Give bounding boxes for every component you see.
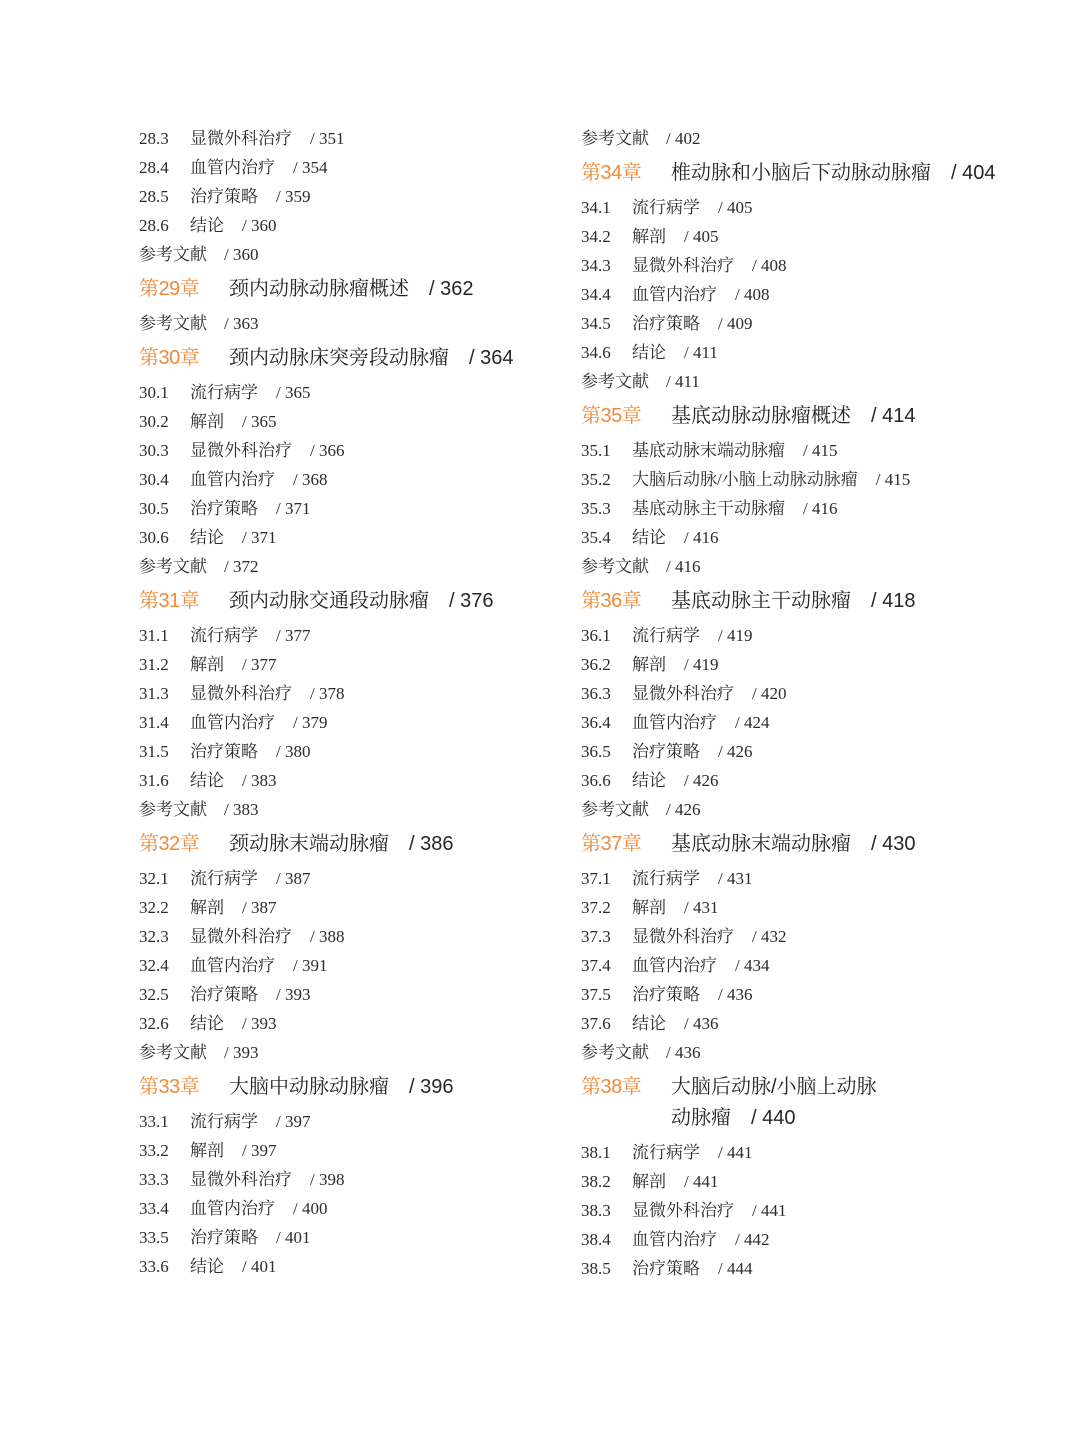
toc-section-entry[interactable] [139, 124, 599, 153]
section-title: 大脑后动脉/小脑上动脉动脉瘤 [632, 470, 858, 489]
page-number: / 431 [718, 869, 753, 888]
section-title: 结论 [632, 1014, 666, 1033]
section-title: 结论 [190, 771, 224, 790]
section-number: 32.5 [139, 985, 169, 1004]
section-title: 血管内治疗 [190, 1199, 275, 1218]
page-number: / 379 [293, 713, 328, 732]
page-number: / 431 [684, 898, 719, 917]
toc-chapter-entry[interactable] [581, 829, 1041, 860]
page-number: / 397 [276, 1112, 311, 1131]
section-number: 32.3 [139, 927, 169, 946]
page-number: / 401 [242, 1257, 277, 1276]
section-title: 血管内治疗 [632, 285, 717, 304]
section-title: 治疗策略 [190, 1228, 258, 1247]
section-number: 28.3 [139, 129, 169, 148]
page-number: / 419 [684, 655, 719, 674]
section-number: 34.4 [581, 285, 611, 304]
section-title: 解剖 [190, 898, 224, 917]
toc-section-entry[interactable] [139, 708, 599, 737]
page-number: / 391 [293, 956, 328, 975]
page-number: / 362 [429, 278, 474, 300]
references-label: 参考文献 [139, 1043, 207, 1062]
section-number: 32.4 [139, 956, 169, 975]
toc-section-entry[interactable] [581, 708, 1041, 737]
section-title: 显微外科治疗 [190, 1170, 292, 1189]
toc-section-entry[interactable] [581, 309, 1041, 338]
toc-section-entry[interactable] [139, 1136, 599, 1165]
references-label: 参考文献 [581, 1043, 649, 1062]
section-title: 结论 [190, 528, 224, 547]
section-title: 结论 [190, 216, 224, 235]
toc-section-entry[interactable] [581, 737, 1041, 766]
toc-section-entry[interactable] [581, 193, 1041, 222]
page-number: / 418 [871, 590, 916, 612]
section-title: 基底动脉主干动脉瘤 [632, 499, 785, 518]
page-number: / 402 [666, 129, 701, 148]
references-label: 参考文献 [139, 314, 207, 333]
toc-chapter-entry[interactable] [581, 401, 1041, 432]
section-number: 28.4 [139, 158, 169, 177]
page-number: / 419 [718, 626, 753, 645]
section-title: 解剖 [190, 412, 224, 431]
section-title: 治疗策略 [632, 742, 700, 761]
section-title: 解剖 [632, 655, 666, 674]
toc-section-entry[interactable] [581, 679, 1041, 708]
page-number: / 366 [310, 441, 345, 460]
page-number: / 434 [735, 956, 770, 975]
chapter-number: 第31章 [139, 590, 200, 612]
section-number: 30.4 [139, 470, 169, 489]
section-title: 流行病学 [632, 1143, 700, 1162]
chapter-number: 第32章 [139, 833, 200, 855]
toc-references-entry[interactable] [139, 240, 599, 269]
toc-references-entry[interactable] [139, 795, 599, 824]
page-number: / 436 [718, 985, 753, 1004]
section-number: 34.1 [581, 198, 611, 217]
section-title: 血管内治疗 [632, 956, 717, 975]
toc-section-entry[interactable] [581, 980, 1041, 1009]
page-number: / 377 [242, 655, 277, 674]
chapter-title: 大脑中动脉动脉瘤 [229, 1076, 389, 1098]
section-title: 流行病学 [190, 626, 258, 645]
page-number: / 393 [242, 1014, 277, 1033]
section-title: 结论 [190, 1014, 224, 1033]
toc-section-entry[interactable] [581, 251, 1041, 280]
page-number: / 440 [751, 1107, 796, 1129]
toc-section-entry[interactable] [139, 1107, 599, 1136]
toc-section-entry[interactable] [139, 378, 599, 407]
page-number: / 426 [718, 742, 753, 761]
page-number: / 378 [310, 684, 345, 703]
section-number: 31.3 [139, 684, 169, 703]
page-number: / 436 [684, 1014, 719, 1033]
chapter-number: 第38章 [581, 1076, 642, 1098]
section-number: 37.3 [581, 927, 611, 946]
toc-section-entry[interactable] [581, 864, 1041, 893]
page-number: / 444 [718, 1259, 753, 1278]
section-number: 37.1 [581, 869, 611, 888]
section-number: 34.2 [581, 227, 611, 246]
chapter-number: 第35章 [581, 405, 642, 427]
page-number: / 364 [469, 347, 514, 369]
toc-chapter-entry[interactable] [139, 1072, 599, 1103]
page-number: / 400 [293, 1199, 328, 1218]
section-title: 结论 [632, 528, 666, 547]
chapter-number: 第37章 [581, 833, 642, 855]
references-label: 参考文献 [581, 557, 649, 576]
page-number: / 393 [276, 985, 311, 1004]
section-title: 治疗策略 [190, 187, 258, 206]
page-number: / 351 [310, 129, 345, 148]
chapter-number: 第34章 [581, 162, 642, 184]
section-title: 血管内治疗 [190, 470, 275, 489]
section-number: 36.5 [581, 742, 611, 761]
toc-section-entry[interactable] [139, 1165, 599, 1194]
toc-section-entry[interactable] [139, 980, 599, 1009]
toc-chapter-entry[interactable] [581, 586, 1041, 617]
page-number: / 360 [242, 216, 277, 235]
section-number: 33.6 [139, 1257, 169, 1276]
toc-section-entry[interactable] [139, 1009, 599, 1038]
toc-section-entry[interactable] [139, 1194, 599, 1223]
section-title: 血管内治疗 [632, 1230, 717, 1249]
chapter-title: 颈内动脉动脉瘤概述 [229, 278, 409, 300]
toc-chapter-entry[interactable] [139, 829, 599, 860]
chapter-title-continued: 动脉瘤 [671, 1107, 731, 1129]
page-number: / 405 [684, 227, 719, 246]
section-number: 33.2 [139, 1141, 169, 1160]
section-title: 显微外科治疗 [632, 256, 734, 275]
section-number: 30.6 [139, 528, 169, 547]
section-number: 28.6 [139, 216, 169, 235]
page-number: / 436 [666, 1043, 701, 1062]
section-title: 流行病学 [190, 1112, 258, 1131]
page-number: / 408 [752, 256, 787, 275]
toc-section-entry[interactable] [581, 1009, 1041, 1038]
toc-references-entry[interactable] [139, 1038, 599, 1067]
page-number: / 372 [224, 557, 259, 576]
toc-section-entry[interactable] [581, 338, 1041, 367]
page-number: / 383 [224, 800, 259, 819]
toc-section-entry[interactable] [139, 951, 599, 980]
chapter-title: 颈内动脉床突旁段动脉瘤 [229, 347, 449, 369]
toc-column-right [581, 124, 1041, 1283]
section-title: 流行病学 [632, 869, 700, 888]
section-number: 33.5 [139, 1228, 169, 1247]
section-number: 32.1 [139, 869, 169, 888]
chapter-title: 颈动脉末端动脉瘤 [229, 833, 389, 855]
page-number: / 397 [242, 1141, 277, 1160]
page-number: / 405 [718, 198, 753, 217]
section-number: 30.5 [139, 499, 169, 518]
toc-chapter-entry[interactable] [139, 586, 599, 617]
section-number: 37.4 [581, 956, 611, 975]
page-number: / 396 [409, 1076, 454, 1098]
section-number: 34.5 [581, 314, 611, 333]
toc-section-entry[interactable] [581, 621, 1041, 650]
toc-section-entry[interactable] [581, 465, 1041, 494]
toc-section-entry[interactable] [581, 1167, 1041, 1196]
toc-section-entry[interactable] [581, 523, 1041, 552]
section-number: 30.1 [139, 383, 169, 402]
section-title: 治疗策略 [190, 742, 258, 761]
section-title: 解剖 [632, 227, 666, 246]
section-number: 32.2 [139, 898, 169, 917]
section-title: 治疗策略 [632, 314, 700, 333]
section-title: 显微外科治疗 [190, 441, 292, 460]
chapter-title: 基底动脉主干动脉瘤 [671, 590, 851, 612]
references-label: 参考文献 [581, 129, 649, 148]
toc-references-entry[interactable] [139, 309, 599, 338]
page-number: / 416 [803, 499, 838, 518]
page-number: / 442 [735, 1230, 770, 1249]
toc-section-entry[interactable] [139, 407, 599, 436]
page-number: / 432 [752, 927, 787, 946]
section-title: 血管内治疗 [632, 713, 717, 732]
toc-section-entry[interactable] [139, 922, 599, 951]
page-number: / 377 [276, 626, 311, 645]
section-title: 结论 [632, 343, 666, 362]
section-number: 31.2 [139, 655, 169, 674]
toc-section-entry[interactable] [139, 465, 599, 494]
page-number: / 424 [735, 713, 770, 732]
toc-section-entry[interactable] [581, 893, 1041, 922]
section-title: 血管内治疗 [190, 713, 275, 732]
chapter-title: 基底动脉末端动脉瘤 [671, 833, 851, 855]
toc-section-entry[interactable] [581, 1254, 1041, 1283]
section-number: 33.3 [139, 1170, 169, 1189]
page-number: / 420 [752, 684, 787, 703]
page-number: / 408 [735, 285, 770, 304]
section-title: 治疗策略 [190, 499, 258, 518]
toc-section-entry[interactable] [581, 280, 1041, 309]
section-number: 28.5 [139, 187, 169, 206]
section-title: 流行病学 [632, 626, 700, 645]
page-number: / 441 [684, 1172, 719, 1191]
section-number: 31.1 [139, 626, 169, 645]
section-title: 治疗策略 [190, 985, 258, 1004]
page-number: / 354 [293, 158, 328, 177]
chapter-number: 第30章 [139, 347, 200, 369]
section-number: 33.4 [139, 1199, 169, 1218]
toc-section-entry[interactable] [581, 766, 1041, 795]
page-number: / 376 [449, 590, 494, 612]
section-number: 34.3 [581, 256, 611, 275]
section-number: 36.3 [581, 684, 611, 703]
section-title: 显微外科治疗 [632, 684, 734, 703]
section-number: 35.4 [581, 528, 611, 547]
section-title: 流行病学 [190, 383, 258, 402]
toc-chapter-entry[interactable] [581, 1072, 1041, 1134]
section-number: 32.6 [139, 1014, 169, 1033]
section-number: 36.6 [581, 771, 611, 790]
chapter-title: 椎动脉和小脑后下动脉动脉瘤 [671, 162, 931, 184]
section-title: 血管内治疗 [190, 158, 275, 177]
page-number: / 430 [871, 833, 916, 855]
section-title: 流行病学 [632, 198, 700, 217]
page-number: / 426 [684, 771, 719, 790]
page-number: / 398 [310, 1170, 345, 1189]
page-number: / 414 [871, 405, 916, 427]
page-number: / 416 [684, 528, 719, 547]
section-number: 38.5 [581, 1259, 611, 1278]
page-number: / 415 [803, 441, 838, 460]
page-number: / 383 [242, 771, 277, 790]
page-number: / 404 [951, 162, 996, 184]
page-number: / 365 [276, 383, 311, 402]
section-title: 显微外科治疗 [632, 927, 734, 946]
page-number: / 368 [293, 470, 328, 489]
toc-section-entry[interactable] [139, 153, 599, 182]
toc-section-entry[interactable] [139, 1223, 599, 1252]
toc-chapter-entry[interactable] [581, 158, 1041, 189]
toc-section-entry[interactable] [581, 951, 1041, 980]
section-number: 36.1 [581, 626, 611, 645]
toc-section-entry[interactable] [581, 222, 1041, 251]
section-number: 34.6 [581, 343, 611, 362]
toc-section-entry[interactable] [139, 766, 599, 795]
toc-section-entry[interactable] [139, 650, 599, 679]
section-title: 显微外科治疗 [190, 927, 292, 946]
toc-references-entry[interactable] [581, 552, 1041, 581]
page-number: / 387 [242, 898, 277, 917]
toc-chapter-entry[interactable] [139, 343, 599, 374]
references-label: 参考文献 [139, 245, 207, 264]
section-number: 36.4 [581, 713, 611, 732]
page-number: / 411 [666, 372, 700, 391]
section-number: 35.2 [581, 470, 611, 489]
page-number: / 365 [242, 412, 277, 431]
page-number: / 411 [684, 343, 718, 362]
section-title: 血管内治疗 [190, 956, 275, 975]
page-number: / 416 [666, 557, 701, 576]
section-number: 35.3 [581, 499, 611, 518]
page-number: / 360 [224, 245, 259, 264]
chapter-number: 第29章 [139, 278, 200, 300]
section-title: 治疗策略 [632, 985, 700, 1004]
toc-section-entry[interactable] [139, 621, 599, 650]
toc-section-entry[interactable] [581, 494, 1041, 523]
page-number: / 401 [276, 1228, 311, 1247]
toc-section-entry[interactable] [139, 211, 599, 240]
section-number: 35.1 [581, 441, 611, 460]
section-number: 33.1 [139, 1112, 169, 1131]
toc-references-entry[interactable] [581, 124, 1041, 153]
section-title: 解剖 [190, 1141, 224, 1160]
chapter-number: 第36章 [581, 590, 642, 612]
references-label: 参考文献 [581, 800, 649, 819]
section-number: 31.4 [139, 713, 169, 732]
section-number: 38.4 [581, 1230, 611, 1249]
toc-references-entry[interactable] [581, 367, 1041, 396]
toc-section-entry[interactable] [581, 1196, 1041, 1225]
section-title: 基底动脉末端动脉瘤 [632, 441, 785, 460]
section-title: 结论 [190, 1257, 224, 1276]
toc-section-entry[interactable] [581, 1225, 1041, 1254]
toc-section-entry[interactable] [139, 494, 599, 523]
section-title: 解剖 [632, 1172, 666, 1191]
toc-section-entry[interactable] [139, 737, 599, 766]
section-number: 37.2 [581, 898, 611, 917]
page-number: / 388 [310, 927, 345, 946]
toc-section-entry[interactable] [581, 922, 1041, 951]
section-number: 37.6 [581, 1014, 611, 1033]
section-title: 治疗策略 [632, 1259, 700, 1278]
section-title: 解剖 [190, 655, 224, 674]
section-number: 38.2 [581, 1172, 611, 1191]
toc-section-entry[interactable] [139, 523, 599, 552]
section-number: 38.3 [581, 1201, 611, 1220]
section-number: 30.3 [139, 441, 169, 460]
chapter-title: 大脑后动脉/小脑上动脉 [671, 1076, 877, 1098]
chapter-number: 第33章 [139, 1076, 200, 1098]
section-number: 37.5 [581, 985, 611, 1004]
page-number: / 415 [875, 470, 911, 489]
toc-section-entry[interactable] [581, 650, 1041, 679]
section-number: 38.1 [581, 1143, 611, 1162]
page-number: / 371 [276, 499, 311, 518]
page-number: / 441 [718, 1143, 753, 1162]
page-number: / 363 [224, 314, 259, 333]
page-number: / 387 [276, 869, 311, 888]
section-title: 显微外科治疗 [190, 129, 292, 148]
page-number: / 359 [276, 187, 311, 206]
page-number: / 386 [409, 833, 454, 855]
section-title: 显微外科治疗 [632, 1201, 734, 1220]
toc-section-entry[interactable] [139, 864, 599, 893]
chapter-title: 基底动脉动脉瘤概述 [671, 405, 851, 427]
page-number: / 380 [276, 742, 311, 761]
toc-section-entry[interactable] [139, 182, 599, 211]
section-number: 31.5 [139, 742, 169, 761]
toc-chapter-entry[interactable] [139, 274, 599, 305]
toc-references-entry[interactable] [139, 552, 599, 581]
page-number: / 371 [242, 528, 277, 547]
section-title: 解剖 [632, 898, 666, 917]
toc-section-entry[interactable] [139, 436, 599, 465]
toc-references-entry[interactable] [581, 795, 1041, 824]
section-number: 36.2 [581, 655, 611, 674]
page-number: / 409 [718, 314, 753, 333]
references-label: 参考文献 [139, 557, 207, 576]
toc-section-entry[interactable] [139, 679, 599, 708]
toc-section-entry[interactable] [139, 1252, 599, 1281]
toc-references-entry[interactable] [581, 1038, 1041, 1067]
section-number: 30.2 [139, 412, 169, 431]
section-title: 结论 [632, 771, 666, 790]
section-number: 31.6 [139, 771, 169, 790]
page-number: / 426 [666, 800, 701, 819]
toc-section-entry[interactable] [139, 893, 599, 922]
references-label: 参考文献 [581, 372, 649, 391]
toc-column-left [139, 124, 599, 1281]
toc-section-entry[interactable] [581, 1138, 1041, 1167]
toc-section-entry[interactable] [581, 436, 1041, 465]
page-number: / 441 [752, 1201, 787, 1220]
references-label: 参考文献 [139, 800, 207, 819]
page-number: / 393 [224, 1043, 259, 1062]
section-title: 流行病学 [190, 869, 258, 888]
section-title: 显微外科治疗 [190, 684, 292, 703]
chapter-title: 颈内动脉交通段动脉瘤 [229, 590, 429, 612]
